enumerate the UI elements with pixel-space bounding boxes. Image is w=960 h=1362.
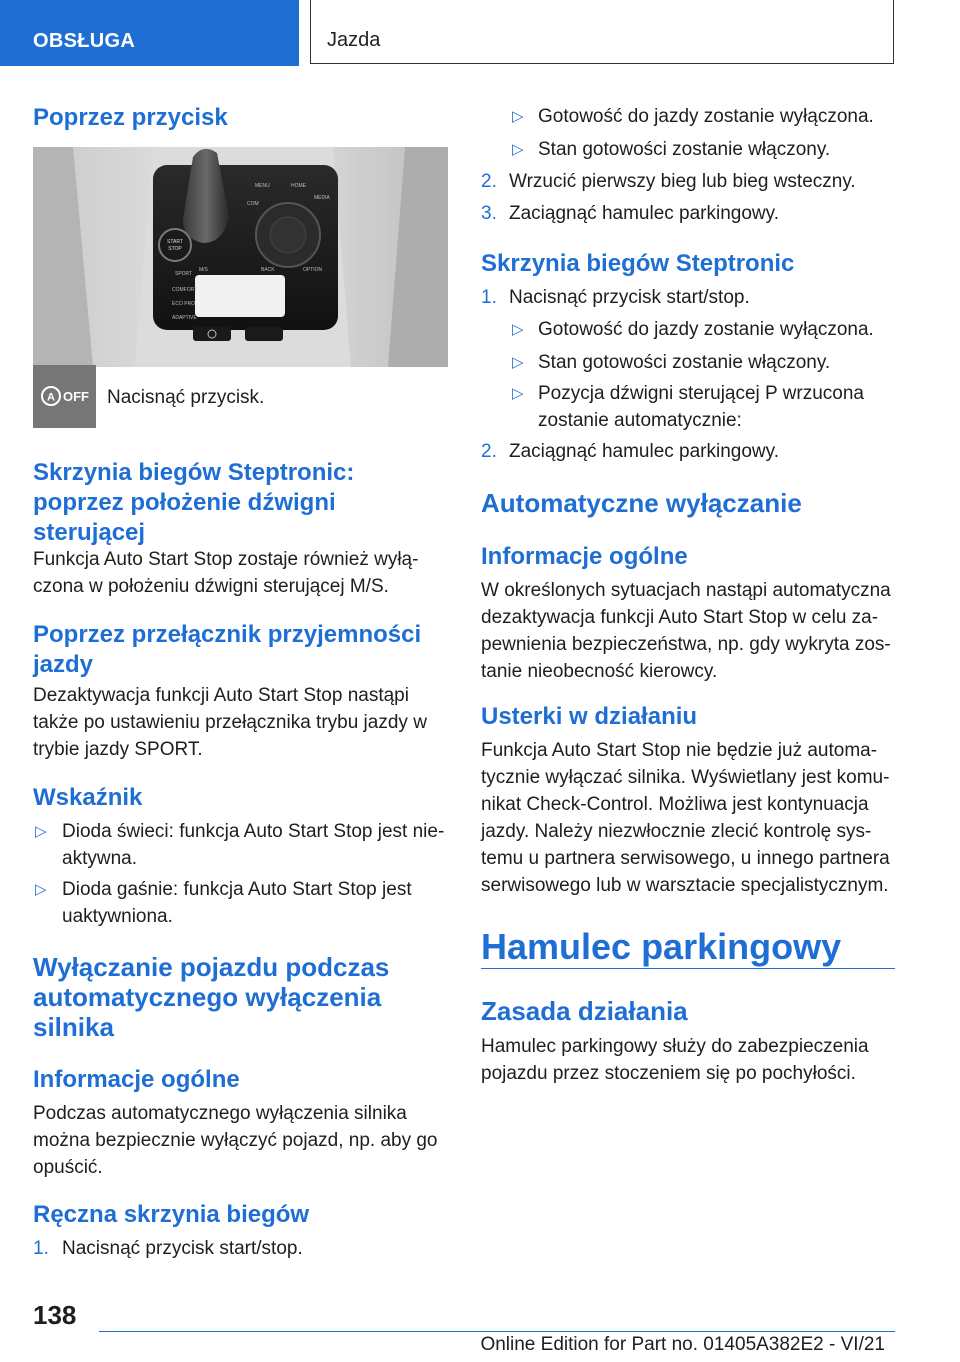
paragraph-general-info-right [481, 577, 891, 685]
text-line: uaktywniona. [62, 906, 173, 927]
photo-label-media: MEDIA [314, 195, 330, 201]
text-line: tycznie wyłączać silnika. Wyświetlany jest komu‐ [481, 767, 890, 788]
photo-label-eco: ECO PRO [172, 301, 196, 307]
photo-label-comfort: COMFORT [172, 287, 198, 293]
heading-line: Wyłączanie pojazdu podczas [33, 952, 390, 982]
page-number: 138 [33, 1300, 77, 1330]
paragraph-driving-switch [33, 682, 427, 763]
svg-text:OFF: OFF [63, 389, 89, 404]
text-line: Dezaktywacja funkcji Auto Start Stop nastąpi [33, 685, 409, 706]
step-number: 1. [481, 287, 497, 308]
text-line: serwisowego lub w warsztacie specjalistycznym. [481, 875, 889, 896]
heading-underline [481, 968, 895, 969]
text-line: tanie nieobecność kierowcy. [481, 661, 718, 682]
list-item: Gotowość do jazdy zostanie wyłączona. [538, 106, 874, 127]
heading-principle: Zasada działania [481, 996, 688, 1026]
heading-shutdown [33, 952, 389, 1042]
list-item: Nacisnąć przycisk start/stop. [62, 1238, 303, 1259]
text-line: Funkcja Auto Start Stop zostaje również wyłą‐ [33, 549, 419, 570]
heading-steptronic: Skrzynia biegów Steptronic [481, 250, 795, 277]
text-line: opuścić. [33, 1157, 103, 1178]
list-item [62, 818, 444, 872]
text-line: można bezpiecznie wyłączyć pojazd, np. aby go [33, 1130, 438, 1151]
photo-label-stop: STOP [168, 246, 182, 252]
list-item: Wrzucić pierwszy bieg lub bieg wsteczny. [509, 171, 856, 192]
heading-line: sterującej [33, 519, 146, 546]
list-item [538, 380, 864, 434]
text-line: Funkcja Auto Start Stop nie będzie już automa‐ [481, 740, 878, 761]
text-line: jazdy. Należy niezwłocznie zlecić kontrolę sys‐ [481, 821, 872, 842]
step-number: 2. [481, 441, 497, 462]
bullet-icon: ▷ [512, 321, 524, 338]
heading-parking-brake: Hamulec parkingowy [481, 926, 842, 967]
text-line: aktywna. [62, 848, 137, 869]
heading-indicator: Wskaźnik [33, 784, 143, 811]
text-line: nikat Check-Control. Możliwa jest kontynuacja [481, 794, 869, 815]
list-item: Gotowość do jazdy zostanie wyłączona. [538, 319, 874, 340]
photo-label-adaptive: ADAPTIVE [172, 315, 197, 321]
paragraph-principle [481, 1033, 869, 1087]
chapter-title: Jazda [327, 29, 381, 51]
heading-line: Skrzynia biegów Steptronic: [33, 459, 355, 486]
list-item: Stan gotowości zostanie włączony. [538, 352, 831, 373]
text-line: pojazdu przez stoczeniem się po pochyłości. [481, 1063, 856, 1084]
step-number: 2. [481, 171, 497, 192]
heading-faults: Usterki w działaniu [481, 703, 698, 730]
svg-text:A: A [47, 391, 55, 404]
step-number: 1. [33, 1238, 49, 1259]
bullet-icon: ▷ [512, 141, 524, 158]
edition-note: Online Edition for Part no. 01405A382E2 - VI/21 [480, 1334, 885, 1355]
text-line: także po ustawieniu przełącznika trybu jazdy w [33, 712, 427, 733]
section-title: OBSŁUGA [33, 30, 136, 52]
bullet-icon: ▷ [512, 108, 524, 125]
bullet-icon: ▷ [512, 354, 524, 371]
bullet-icon: ▷ [512, 385, 524, 402]
heading-line: Poprzez przełącznik przyjemności [33, 621, 422, 648]
text-line: temu u partnera serwisowego, u innego partnera [481, 848, 890, 869]
text-line: Pozycja dźwigni sterującej P wrzucona [538, 383, 864, 404]
text-line: trybie jazdy SPORT. [33, 739, 203, 760]
heading-driving-switch [33, 620, 421, 680]
text-line: zostanie automatycznie: [538, 410, 742, 431]
photo-label-start: START [167, 239, 183, 245]
section-tab [0, 0, 299, 66]
list-item: Stan gotowości zostanie włączony. [538, 139, 831, 160]
footer-rule [99, 1331, 895, 1332]
photo-label-menu: MENU [255, 183, 270, 189]
heading-auto-off: Automatyczne wyłączanie [481, 488, 802, 518]
photo-label-ms: M/S [199, 267, 208, 273]
text-line: czona w położeniu dźwigni sterującej M/S. [33, 576, 389, 597]
paragraph-general-info [33, 1100, 438, 1181]
heading-button: Poprzez przycisk [33, 104, 228, 131]
photo-label-home: HOME [291, 183, 306, 189]
text-line: dezaktywacja funkcji Auto Start Stop w celu za‐ [481, 607, 879, 628]
list-item: Zaciągnąć hamulec parkingowy. [509, 441, 780, 462]
text-line: pewnienia bezpieczeństwa, np. gdy wykryta zos‐ [481, 634, 891, 655]
bullet-icon: ▷ [35, 881, 47, 898]
gear-selector-photo [33, 147, 448, 367]
heading-steptronic-lever [33, 458, 354, 548]
heading-manual-gearbox: Ręczna skrzynia biegów [33, 1201, 310, 1228]
photo-label-sport: SPORT [175, 271, 193, 277]
heading-general-info-right: Informacje ogólne [481, 543, 688, 570]
step-number: 3. [481, 203, 497, 224]
text-line: Hamulec parkingowy służy do zabezpieczenia [481, 1036, 869, 1057]
text-line: Dioda świeci: funkcja Auto Start Stop jest nie‐ [62, 821, 445, 842]
list-item: Zaciągnąć hamulec parkingowy. [509, 203, 780, 224]
text-line: W określonych sytuacjach nastąpi automatyczna [481, 580, 891, 601]
list-item [62, 876, 412, 930]
heading-line: jazdy [33, 651, 94, 678]
heading-line: silnika [33, 1012, 114, 1042]
bullet-icon: ▷ [35, 823, 47, 840]
icon-caption: Nacisnąć przycisk. [107, 387, 265, 408]
text-line: Podczas automatycznego wyłączenia silnika [33, 1103, 407, 1124]
list-item: Nacisnąć przycisk start/stop. [509, 287, 750, 308]
auto-start-stop-off-icon [33, 365, 96, 428]
photo-label-option: OPTION [303, 267, 323, 273]
heading-line: poprzez położenie dźwigni [33, 489, 336, 516]
paragraph-steptronic-lever [33, 546, 418, 600]
heading-line: automatycznego wyłączenia [33, 982, 382, 1012]
photo-label-com: COM [247, 201, 259, 207]
heading-general-info: Informacje ogólne [33, 1066, 240, 1093]
chapter-tab [310, 0, 894, 64]
photo-label-back: BACK [261, 267, 275, 273]
text-line: Dioda gaśnie: funkcja Auto Start Stop jest [62, 879, 412, 900]
paragraph-faults [481, 737, 890, 899]
